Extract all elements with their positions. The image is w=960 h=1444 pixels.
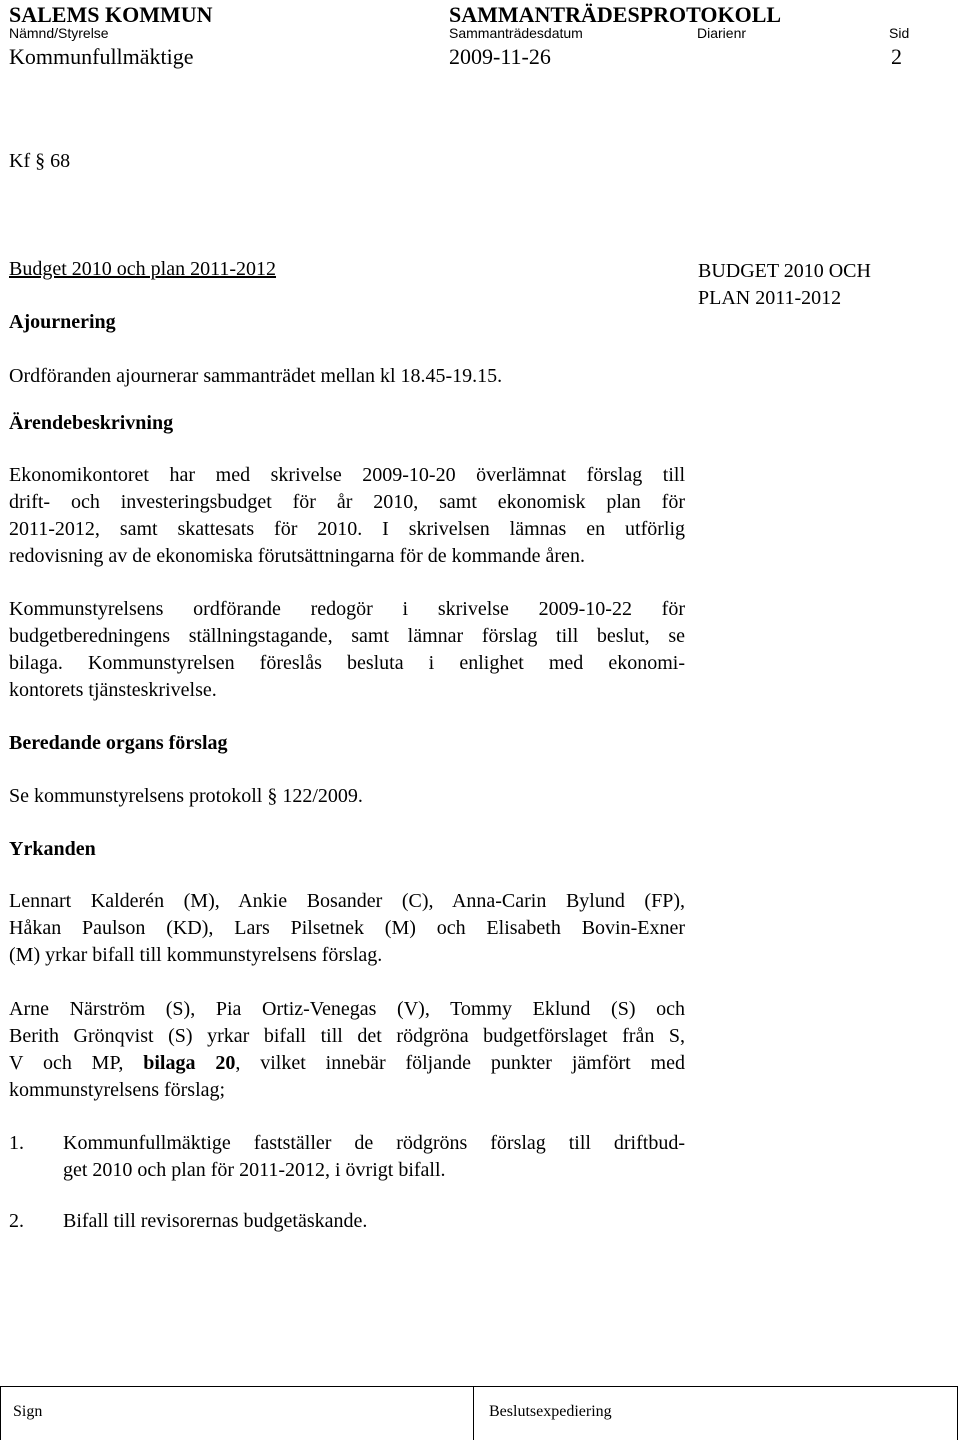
- signature-box: [0, 1386, 958, 1440]
- meeting-date: 2009-11-26: [449, 44, 551, 69]
- text-line: Lennart Kalderén (M), Ankie Bosander (C), Anna-Carin Bylund (FP),: [9, 890, 685, 912]
- attachment-reference: bilaga 20: [143, 1052, 236, 1074]
- sign-label: Sign: [13, 1403, 43, 1420]
- page-number: 2: [891, 44, 902, 69]
- motions-heading: Yrkanden: [9, 838, 96, 860]
- label-page: Sid: [889, 25, 910, 41]
- adjourn-text: Ordföranden ajournerar sammanträdet mellan kl 18.45-19.15.: [9, 365, 503, 387]
- label-date: Sammanträdesdatum: [449, 25, 583, 41]
- text-line: kontorets tjänsteskrivelse.: [9, 679, 217, 701]
- text-line: bilaga. Kommunstyrelsen föreslås besluta i enlighet med ekonomi-: [9, 652, 685, 674]
- text-line: Arne Närström (S), Pia Ortiz-Venegas (V), Tommy Eklund (S) och: [9, 998, 685, 1020]
- paragraph-number: Kf § 68: [9, 150, 71, 172]
- list-number: 2.: [9, 1210, 24, 1232]
- side-title-line-2: PLAN 2011-2012: [698, 287, 842, 309]
- label-board: Nämnd/Styrelse: [9, 25, 109, 41]
- text-line: get 2010 och plan för 2011-2012, i övrigt bifall.: [63, 1159, 446, 1181]
- side-title-line-1: BUDGET 2010 OCH: [698, 260, 871, 282]
- subject-line: Budget 2010 och plan 2011-2012: [9, 258, 277, 280]
- text-line: Ekonomikontoret har med skrivelse 2009-10-20 överlämnat förslag till: [9, 464, 685, 486]
- sign-cell: [1, 1387, 474, 1440]
- text-line: Kommunstyrelsens ordförande redogör i skrivelse 2009-10-22 för: [9, 598, 685, 620]
- board-name: Kommunfullmäktige: [9, 44, 194, 69]
- text-line: budgetberedningens ställningstagande, samt lämnar förslag till beslut, se: [9, 625, 685, 647]
- text-fragment: , vilket innebär följande punkter jämfört med: [235, 1052, 685, 1074]
- list-item: [9, 1208, 685, 1235]
- header-label-row: [9, 25, 912, 43]
- description-heading: Ärendebeskrivning: [9, 412, 174, 434]
- text-line: Berith Grönqvist (S) yrkar bifall till det rödgröna budgetförslaget från S,: [9, 1025, 685, 1047]
- motions-paragraph-1: [9, 888, 685, 969]
- dispatch-cell: [473, 1387, 957, 1440]
- side-title: [698, 258, 871, 312]
- header-value-row: [9, 44, 912, 72]
- text-line: Bifall till revisorernas budgetäskande.: [63, 1210, 368, 1232]
- preparatory-text: Se kommunstyrelsens protokoll § 122/2009.: [9, 785, 363, 807]
- text-line: (M) yrkar bifall till kommunstyrelsens förslag.: [9, 944, 383, 966]
- list-text: [63, 1130, 685, 1184]
- description-paragraph-2: [9, 596, 685, 704]
- text-line: 2011-2012, samt skattesats för 2010. I skrivelsen lämnas en utförlig: [9, 518, 685, 540]
- text-line: drift- och investeringsbudget för år 2010, samt ekonomisk plan för: [9, 491, 685, 513]
- motions-paragraph-2: [9, 996, 685, 1104]
- list-text: [63, 1208, 685, 1235]
- label-diary: Diarienr: [697, 25, 747, 41]
- list-item: [9, 1130, 685, 1184]
- list-number: 1.: [9, 1132, 24, 1154]
- text-line: Håkan Paulson (KD), Lars Pilsetnek (M) och Elisabeth Bovin-Exner: [9, 917, 685, 939]
- preparatory-heading: Beredande organs förslag: [9, 732, 228, 754]
- adjourn-heading: Ajournering: [9, 311, 116, 333]
- doc-type: SAMMANTRÄDESPROTOKOLL: [449, 2, 782, 27]
- org-name: SALEMS KOMMUN: [9, 2, 213, 27]
- text-fragment: V och MP,: [9, 1052, 144, 1074]
- text-line: Kommunfullmäktige fastställer de rödgröns förslag till driftbud-: [63, 1132, 685, 1154]
- text-line: redovisning av de ekonomiska förutsättningarna för de kommande åren.: [9, 545, 585, 567]
- text-line: [9, 1050, 685, 1077]
- dispatch-label: Beslutsexpediering: [489, 1403, 612, 1420]
- description-paragraph-1: [9, 462, 685, 570]
- text-line: kommunstyrelsens förslag;: [9, 1079, 226, 1101]
